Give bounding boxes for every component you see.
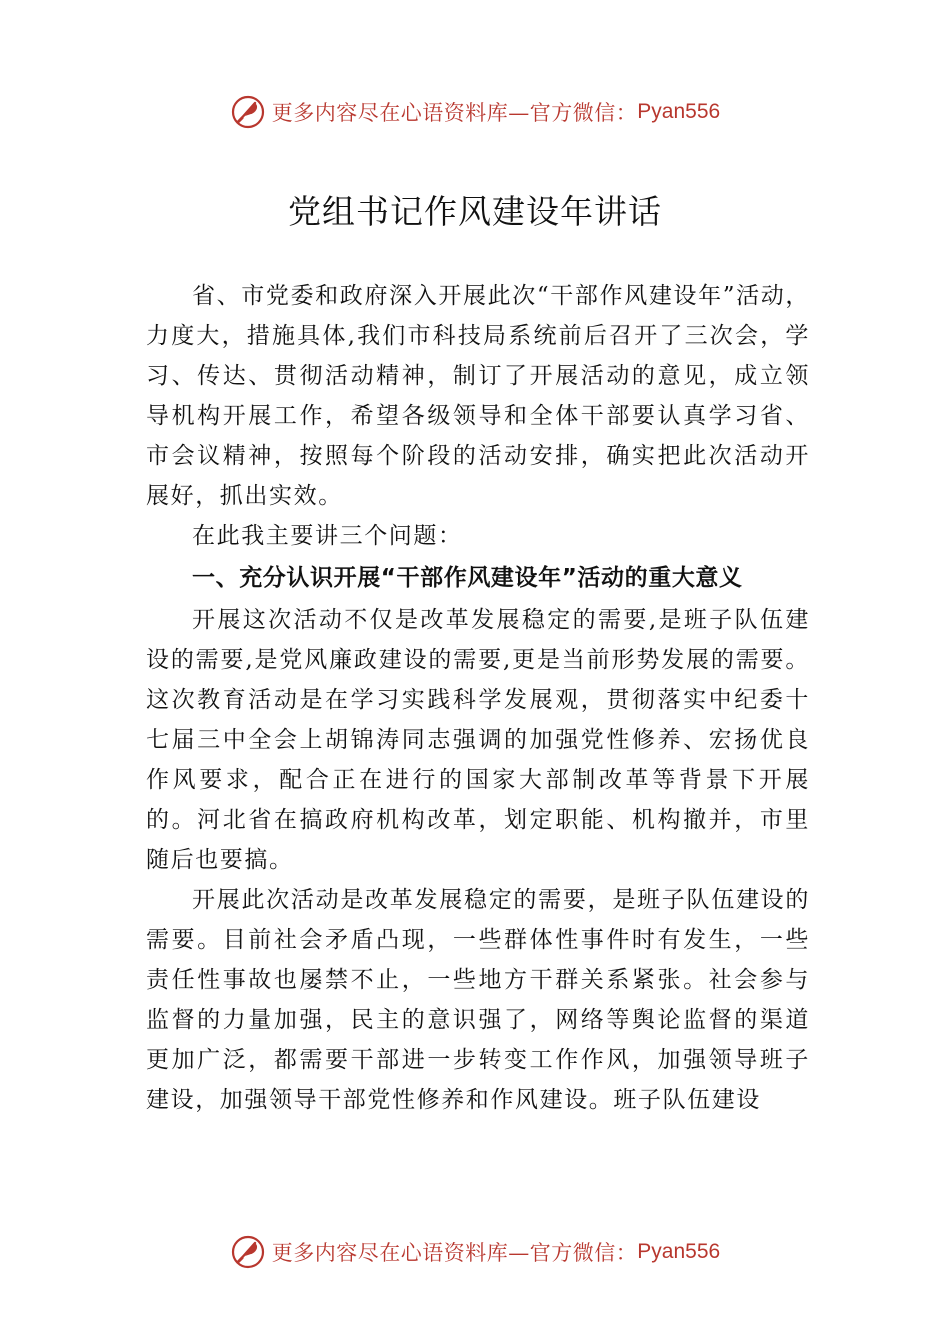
section-paragraph: 开展此次活动是改革发展稳定的需要，是班子队伍建设的需要。目前社会矛盾凸现，一些群体性事件时有发生，一些责任性事故也屡禁不止，一些地方干群关系紧张。社会参与监督的力量加强，民主的意识强了，网络等舆论监督的渠道更加广泛，都需要干部进一步转变工作作风，加强领导班子建设，加强领导干部党性修养和作风建设。班子队伍建设 bbox=[146, 887, 810, 1113]
banner-text: 更多内容尽在心语资料库—官方微信： bbox=[271, 1241, 638, 1265]
document-body bbox=[146, 276, 810, 1120]
banner-text: 更多内容尽在心语资料库—官方微信： bbox=[271, 101, 638, 125]
section-paragraph: 开展这次活动不仅是改革发展稳定的需要,是班子队伍建设的需要,是党风廉政建设的需要,更是当前形势发展的需要。这次教育活动是在学习实践科学发展观，贯彻落实中纪委十七届三中全会上胡锦涛同志强调的加强党性修养、宏扬优良作风要求，配合正在进行的国家大部制改革等背景下开展的。河北省在搞政府机构改革，划定职能、机构撤并，市里随后也要搞。 bbox=[146, 607, 810, 873]
section-heading: 一、充分认识开展“干部作风建设年”活动的重大意义 bbox=[192, 565, 743, 591]
page-title: 党组书记作风建设年讲话 bbox=[288, 192, 662, 231]
quill-seal-logo-icon bbox=[230, 1234, 266, 1270]
footer-banner bbox=[0, 1232, 950, 1272]
intro-paragraph: 省、市党委和政府深入开展此次“干部作风建设年”活动，力度大，措施具体,我们市科技局系统前后召开了三次会，学习、传达、贯彻活动精神，制订了开展活动的意见，成立领导机构开展工作，希望各级领导和全体干部要认真学习省、市会议精神，按照每个阶段的活动安排，确实把此次活动开展好，抓出实效。 bbox=[146, 283, 810, 509]
quill-seal-logo-icon bbox=[230, 94, 266, 130]
banner-wechat-id: Pyan556 bbox=[637, 1240, 721, 1263]
banner-wechat-id: Pyan556 bbox=[637, 100, 721, 123]
intro-paragraph: 在此我主要讲三个问题： bbox=[192, 523, 463, 549]
header-banner bbox=[0, 92, 950, 132]
